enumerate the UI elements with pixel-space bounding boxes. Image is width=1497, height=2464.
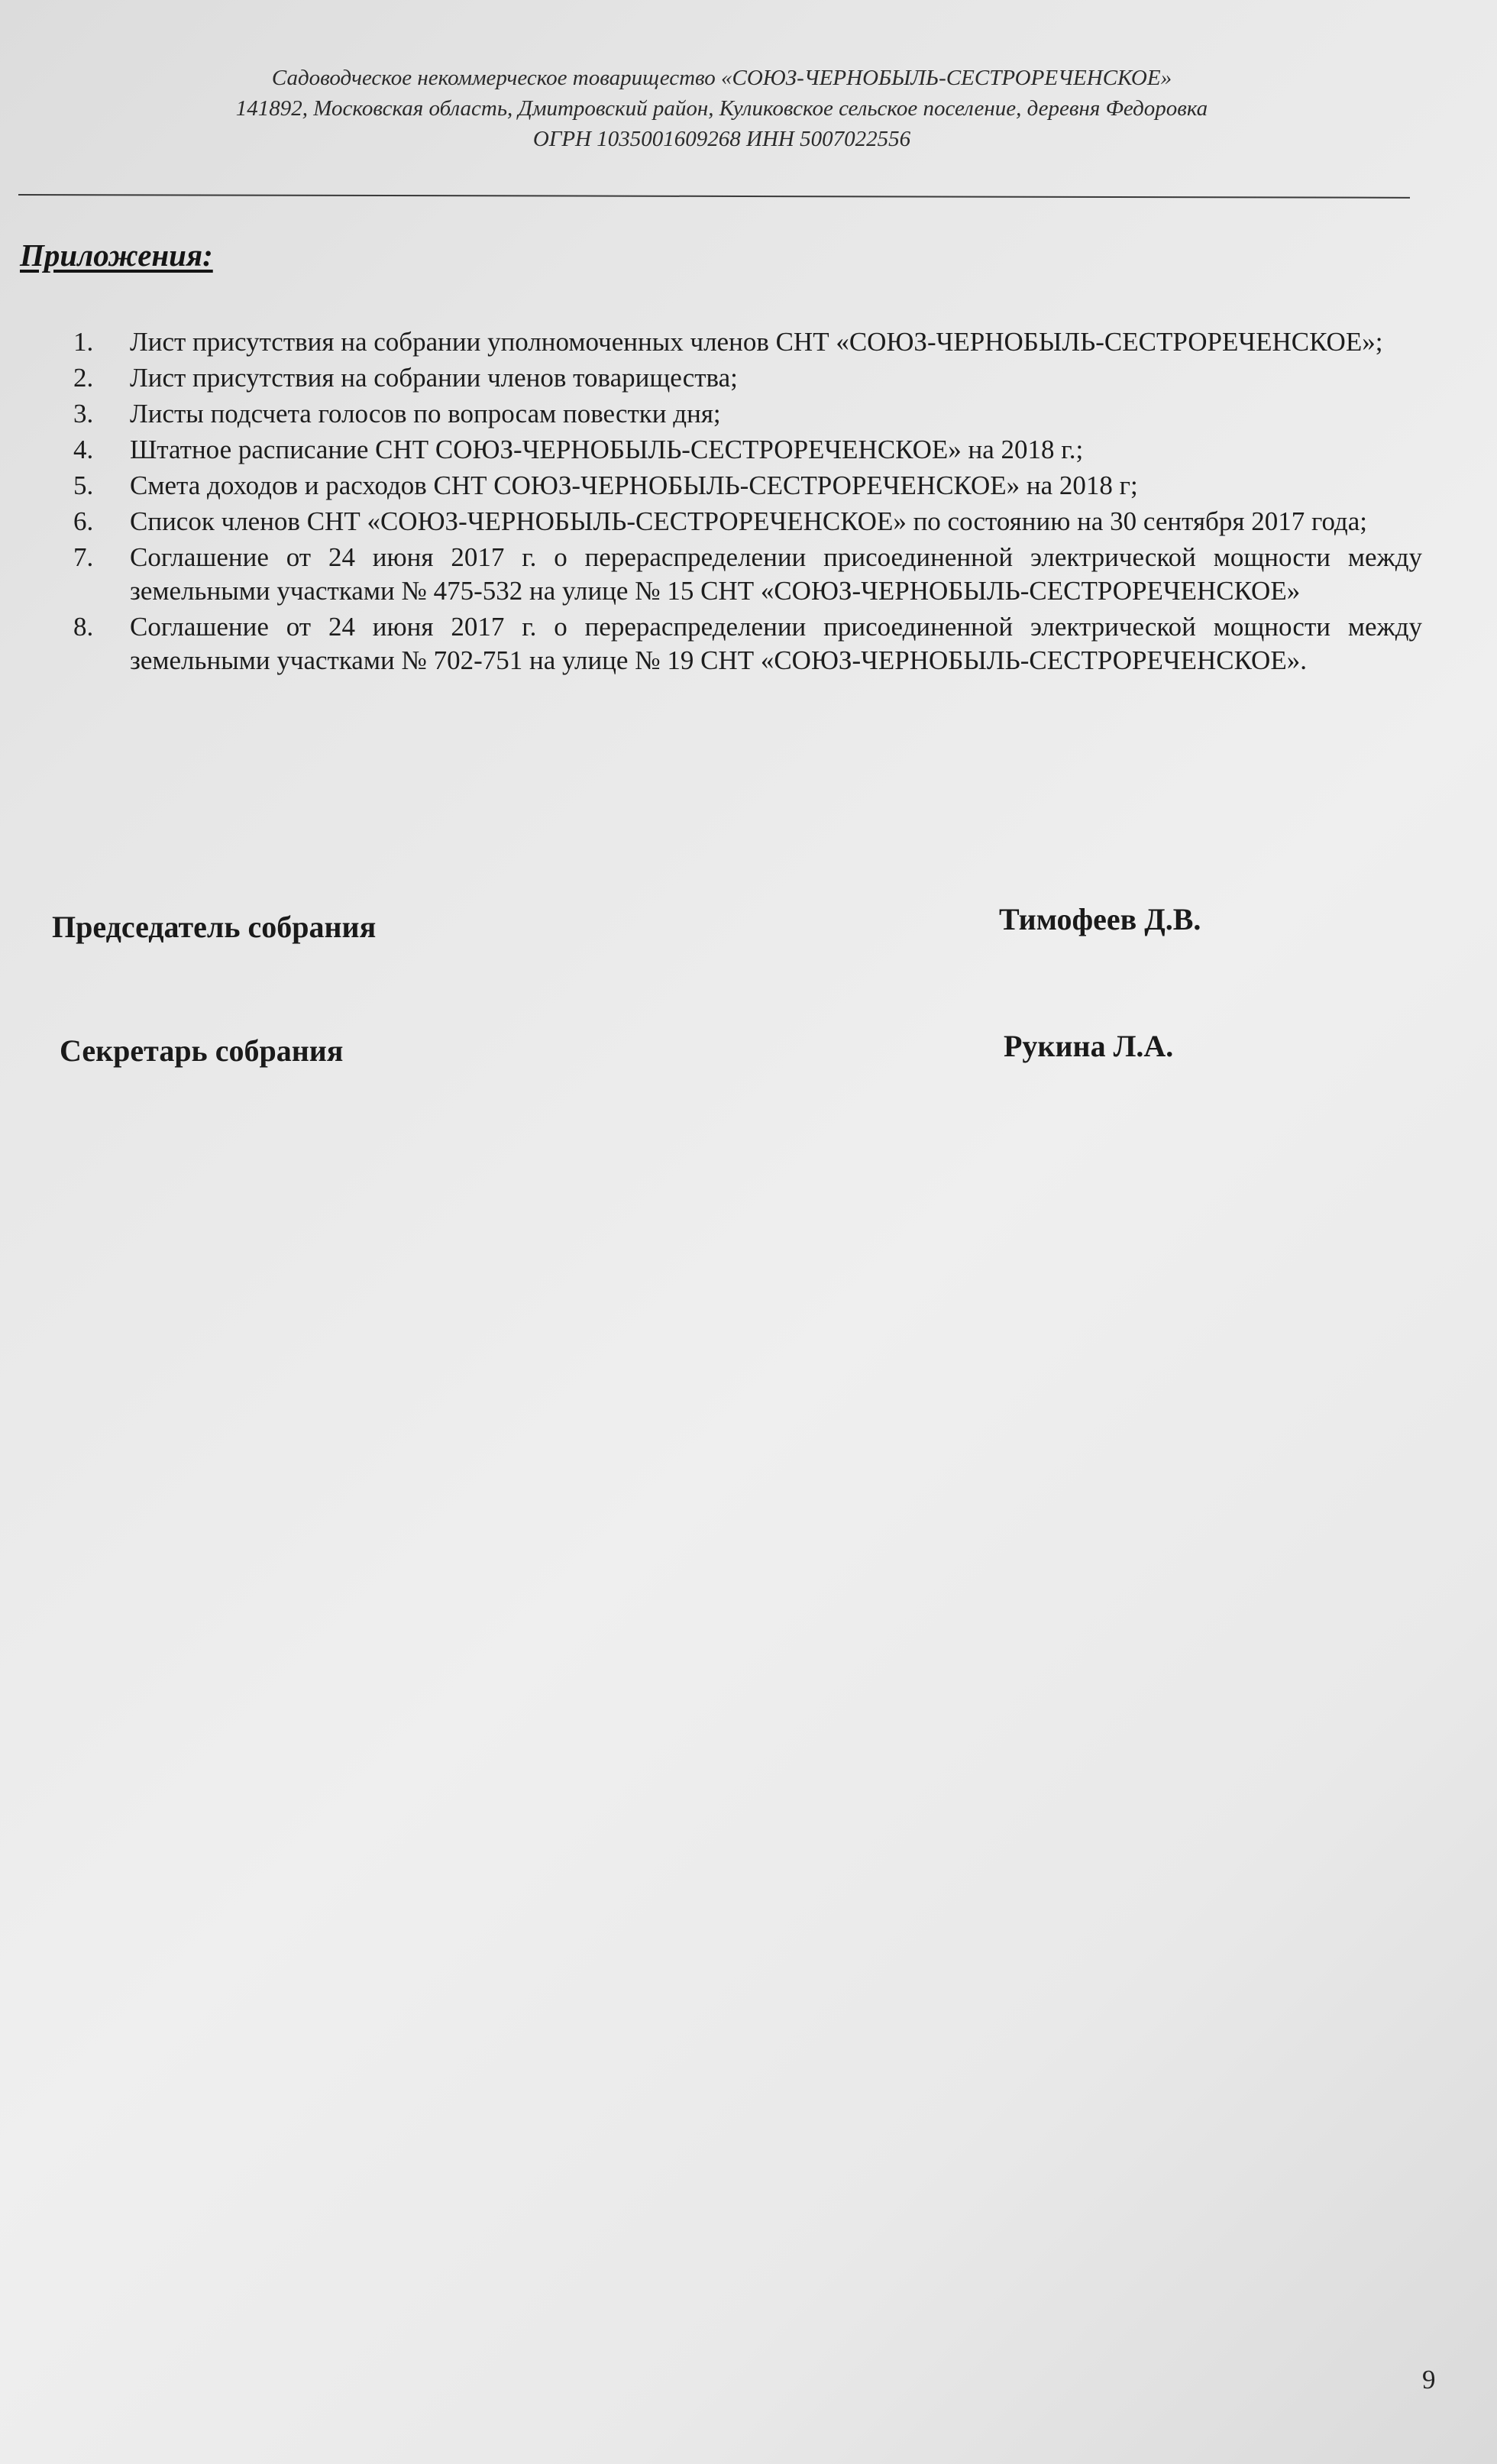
page-number: 9 (1422, 2365, 1436, 2394)
list-item-text: Листы подсчета голосов по вопросам повестки дня; (130, 399, 721, 428)
secretary-role-label: Секретарь собрания (60, 1033, 344, 1068)
list-item-number: 4. (73, 435, 94, 464)
list-item-text: Лист присутствия на собрании уполномоченных членов СНТ «СОЮЗ-ЧЕРНОБЫЛЬ-СЕСТРОРЕЧЕНСКОЕ»; (130, 327, 1383, 357)
list-item-number: 8. (73, 612, 94, 642)
header-address: 141892, Московская область, Дмитровский район, Куликовское сельское поселение, деревня Федоровка (235, 96, 1208, 121)
list-item-number: 7. (73, 542, 94, 572)
section-title: Приложения: (20, 238, 213, 273)
list-item-text: Смета доходов и расходов СНТ СОЮЗ-ЧЕРНОБЫЛЬ-СЕСТРОРЕЧЕНСКОЕ» на 2018 г; (130, 470, 1138, 500)
secretary-name: Рукина Л.А. (1004, 1029, 1174, 1063)
list-item-text: Соглашение от 24 июня 2017 г. о перераспределении присоединенной электрической мощности между земельными участками № 475-532 на улице № 15 СНТ «СОЮЗ-ЧЕРНОБЫЛЬ-СЕСТРОРЕЧЕНСКОЕ» (130, 542, 1422, 606)
chair-name: Тимофеев Д.В. (999, 902, 1201, 936)
list-item-text: Список членов СНТ «СОЮЗ-ЧЕРНОБЫЛЬ-СЕСТРОРЕЧЕНСКОЕ» по состоянию на 30 сентября 2017 года; (130, 506, 1367, 536)
list-item-number: 1. (73, 327, 94, 357)
list-item-number: 5. (73, 470, 94, 500)
list-item-number: 2. (73, 363, 94, 393)
header-registration: ОГРН 1035001609268 ИНН 5007022556 (532, 127, 911, 151)
chair-role-label: Председатель собрания (52, 910, 377, 944)
list-item-number: 6. (73, 506, 94, 536)
list-item-number: 3. (73, 399, 94, 428)
list-item-text: Лист присутствия на собрании членов товарищества; (130, 363, 738, 393)
header-org-name: Садоводческое некоммерческое товарищество «СОЮЗ-ЧЕРНОБЫЛЬ-СЕСТРОРЕЧЕНСКОЕ» (271, 66, 1172, 90)
list-item-text: Соглашение от 24 июня 2017 г. о перераспределении присоединенной электрической мощности между земельными участками № 702-751 на улице № 19 СНТ «СОЮЗ-ЧЕРНОБЫЛЬ-СЕСТРОРЕЧЕНСКОЕ». (130, 612, 1422, 675)
list-item-text: Штатное расписание СНТ СОЮЗ-ЧЕРНОБЫЛЬ-СЕСТРОРЕЧЕНСКОЕ» на 2018 г.; (130, 435, 1084, 464)
